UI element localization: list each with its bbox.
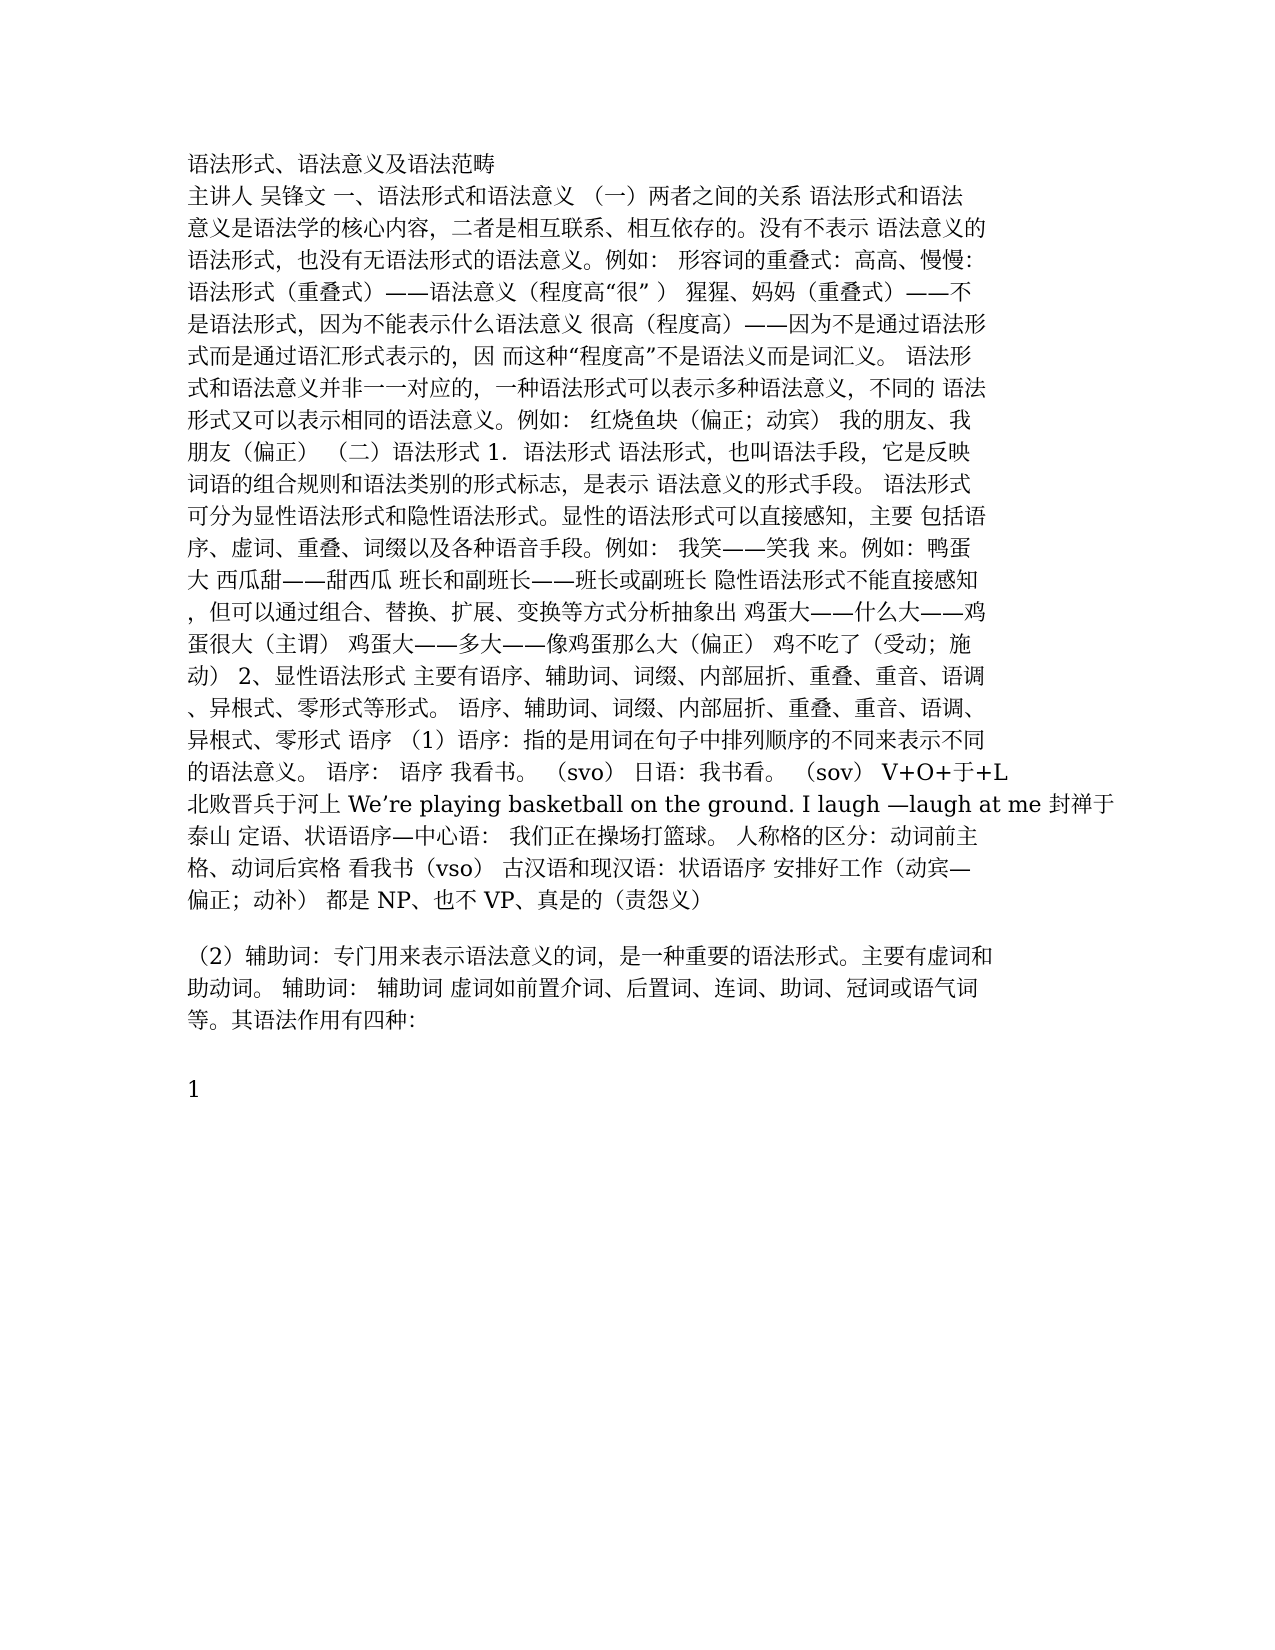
text-line: （2）辅助词：专门用来表示语法意义的词，是一种重要的语法形式。主要有虚词和 bbox=[187, 945, 993, 970]
document-body bbox=[187, 150, 1115, 1038]
text-line: 、异根式、零形式等形式。 语序、辅助词、词缀、内部屈折、重叠、重音、语调、 bbox=[187, 697, 986, 722]
text-line: 的语法意义。 语序： 语序 我看书。 （svo） 日语：我书看。 （sov） V+O+于+L bbox=[187, 761, 1008, 786]
paragraph-1 bbox=[187, 182, 1115, 918]
text-line: 偏正；动补） 都是 NP、也不 VP、真是的（责怨义） bbox=[187, 889, 713, 914]
text-line: 主讲人 吴锋文 一、语法形式和语法意义 （一）两者之间的关系 语法形式和语法 bbox=[187, 185, 963, 210]
text-line: 助动词。 辅助词： 辅助词 虚词如前置介词、后置词、连词、助词、冠词或语气词 bbox=[187, 977, 978, 1002]
text-line: 形式又可以表示相同的语法意义。例如： 红烧鱼块（偏正；动宾） 我的朋友、我 bbox=[187, 409, 971, 434]
paragraph-2 bbox=[187, 942, 1095, 1038]
text-line: 词语的组合规则和语法类别的形式标志，是表示 语法意义的形式手段。 语法形式 bbox=[187, 473, 971, 498]
text-line: 等。其语法作用有四种： bbox=[187, 1009, 430, 1034]
text-line: 异根式、零形式 语序 （1）语序：指的是用词在句子中排列顺序的不同来表示不同 bbox=[187, 729, 985, 754]
text-line: 北败晋兵于河上 We’re playing basketball on the ground. I laugh —laugh at me 封禅于 bbox=[187, 793, 1115, 818]
text-line: 朋友（偏正） （二）语法形式 1．语法形式 语法形式，也叫语法手段，它是反映 bbox=[187, 441, 970, 466]
text-line: 语法形式，也没有无语法形式的语法意义。例如： 形容词的重叠式：高高、慢慢： bbox=[187, 249, 986, 274]
text-line: 可分为显性语法形式和隐性语法形式。显性的语法形式可以直接感知，主要 包括语 bbox=[187, 505, 986, 530]
text-line: 意义是语法学的核心内容，二者是相互联系、相互依存的。没有不表示 语法意义的 bbox=[187, 217, 986, 242]
document-title: 语法形式、语法意义及语法范畴 bbox=[187, 153, 496, 178]
text-line: 动） 2、显性语法形式 主要有语序、辅助词、词缀、内部屈折、重叠、重音、语调 bbox=[187, 665, 985, 690]
text-line: 式和语法意义并非一一对应的，一种语法形式可以表示多种语法意义，不同的 语法 bbox=[187, 377, 986, 402]
text-line: 序、虚词、重叠、词缀以及各种语音手段。例如： 我笑——笑我 来。例如：鸭蛋 bbox=[187, 537, 971, 562]
text-line: 蛋很大（主谓） 鸡蛋大——多大——像鸡蛋那么大（偏正） 鸡不吃了（受动；施 bbox=[187, 633, 971, 658]
text-line: 格、动词后宾格 看我书（vso） 古汉语和现汉语：状语语序 安排好工作（动宾— bbox=[187, 857, 971, 882]
text-line: 大 西瓜甜——甜西瓜 班长和副班长——班长或副班长 隐性语法形式不能直接感知 bbox=[187, 569, 978, 594]
text-line: ，但可以通过组合、替换、扩展、变换等方式分析抽象出 鸡蛋大——什么大——鸡 bbox=[187, 601, 986, 626]
page-number: 1 bbox=[187, 1078, 201, 1103]
paragraph-spacer bbox=[187, 918, 1095, 942]
text-line: 泰山 定语、状语语序—中心语： 我们正在操场打篮球。 人称格的区分：动词前主 bbox=[187, 825, 978, 850]
text-line: 是语法形式，因为不能表示什么语法意义 很高（程度高）——因为不是通过语法形 bbox=[187, 313, 986, 338]
text-line: 语法形式（重叠式）——语法意义（程度高“很” ） 猩猩、妈妈（重叠式）——不 bbox=[187, 281, 972, 306]
text-line: 式而是通过语汇形式表示的，因 而这种“程度高”不是语法义而是词汇义。 语法形 bbox=[187, 345, 972, 370]
